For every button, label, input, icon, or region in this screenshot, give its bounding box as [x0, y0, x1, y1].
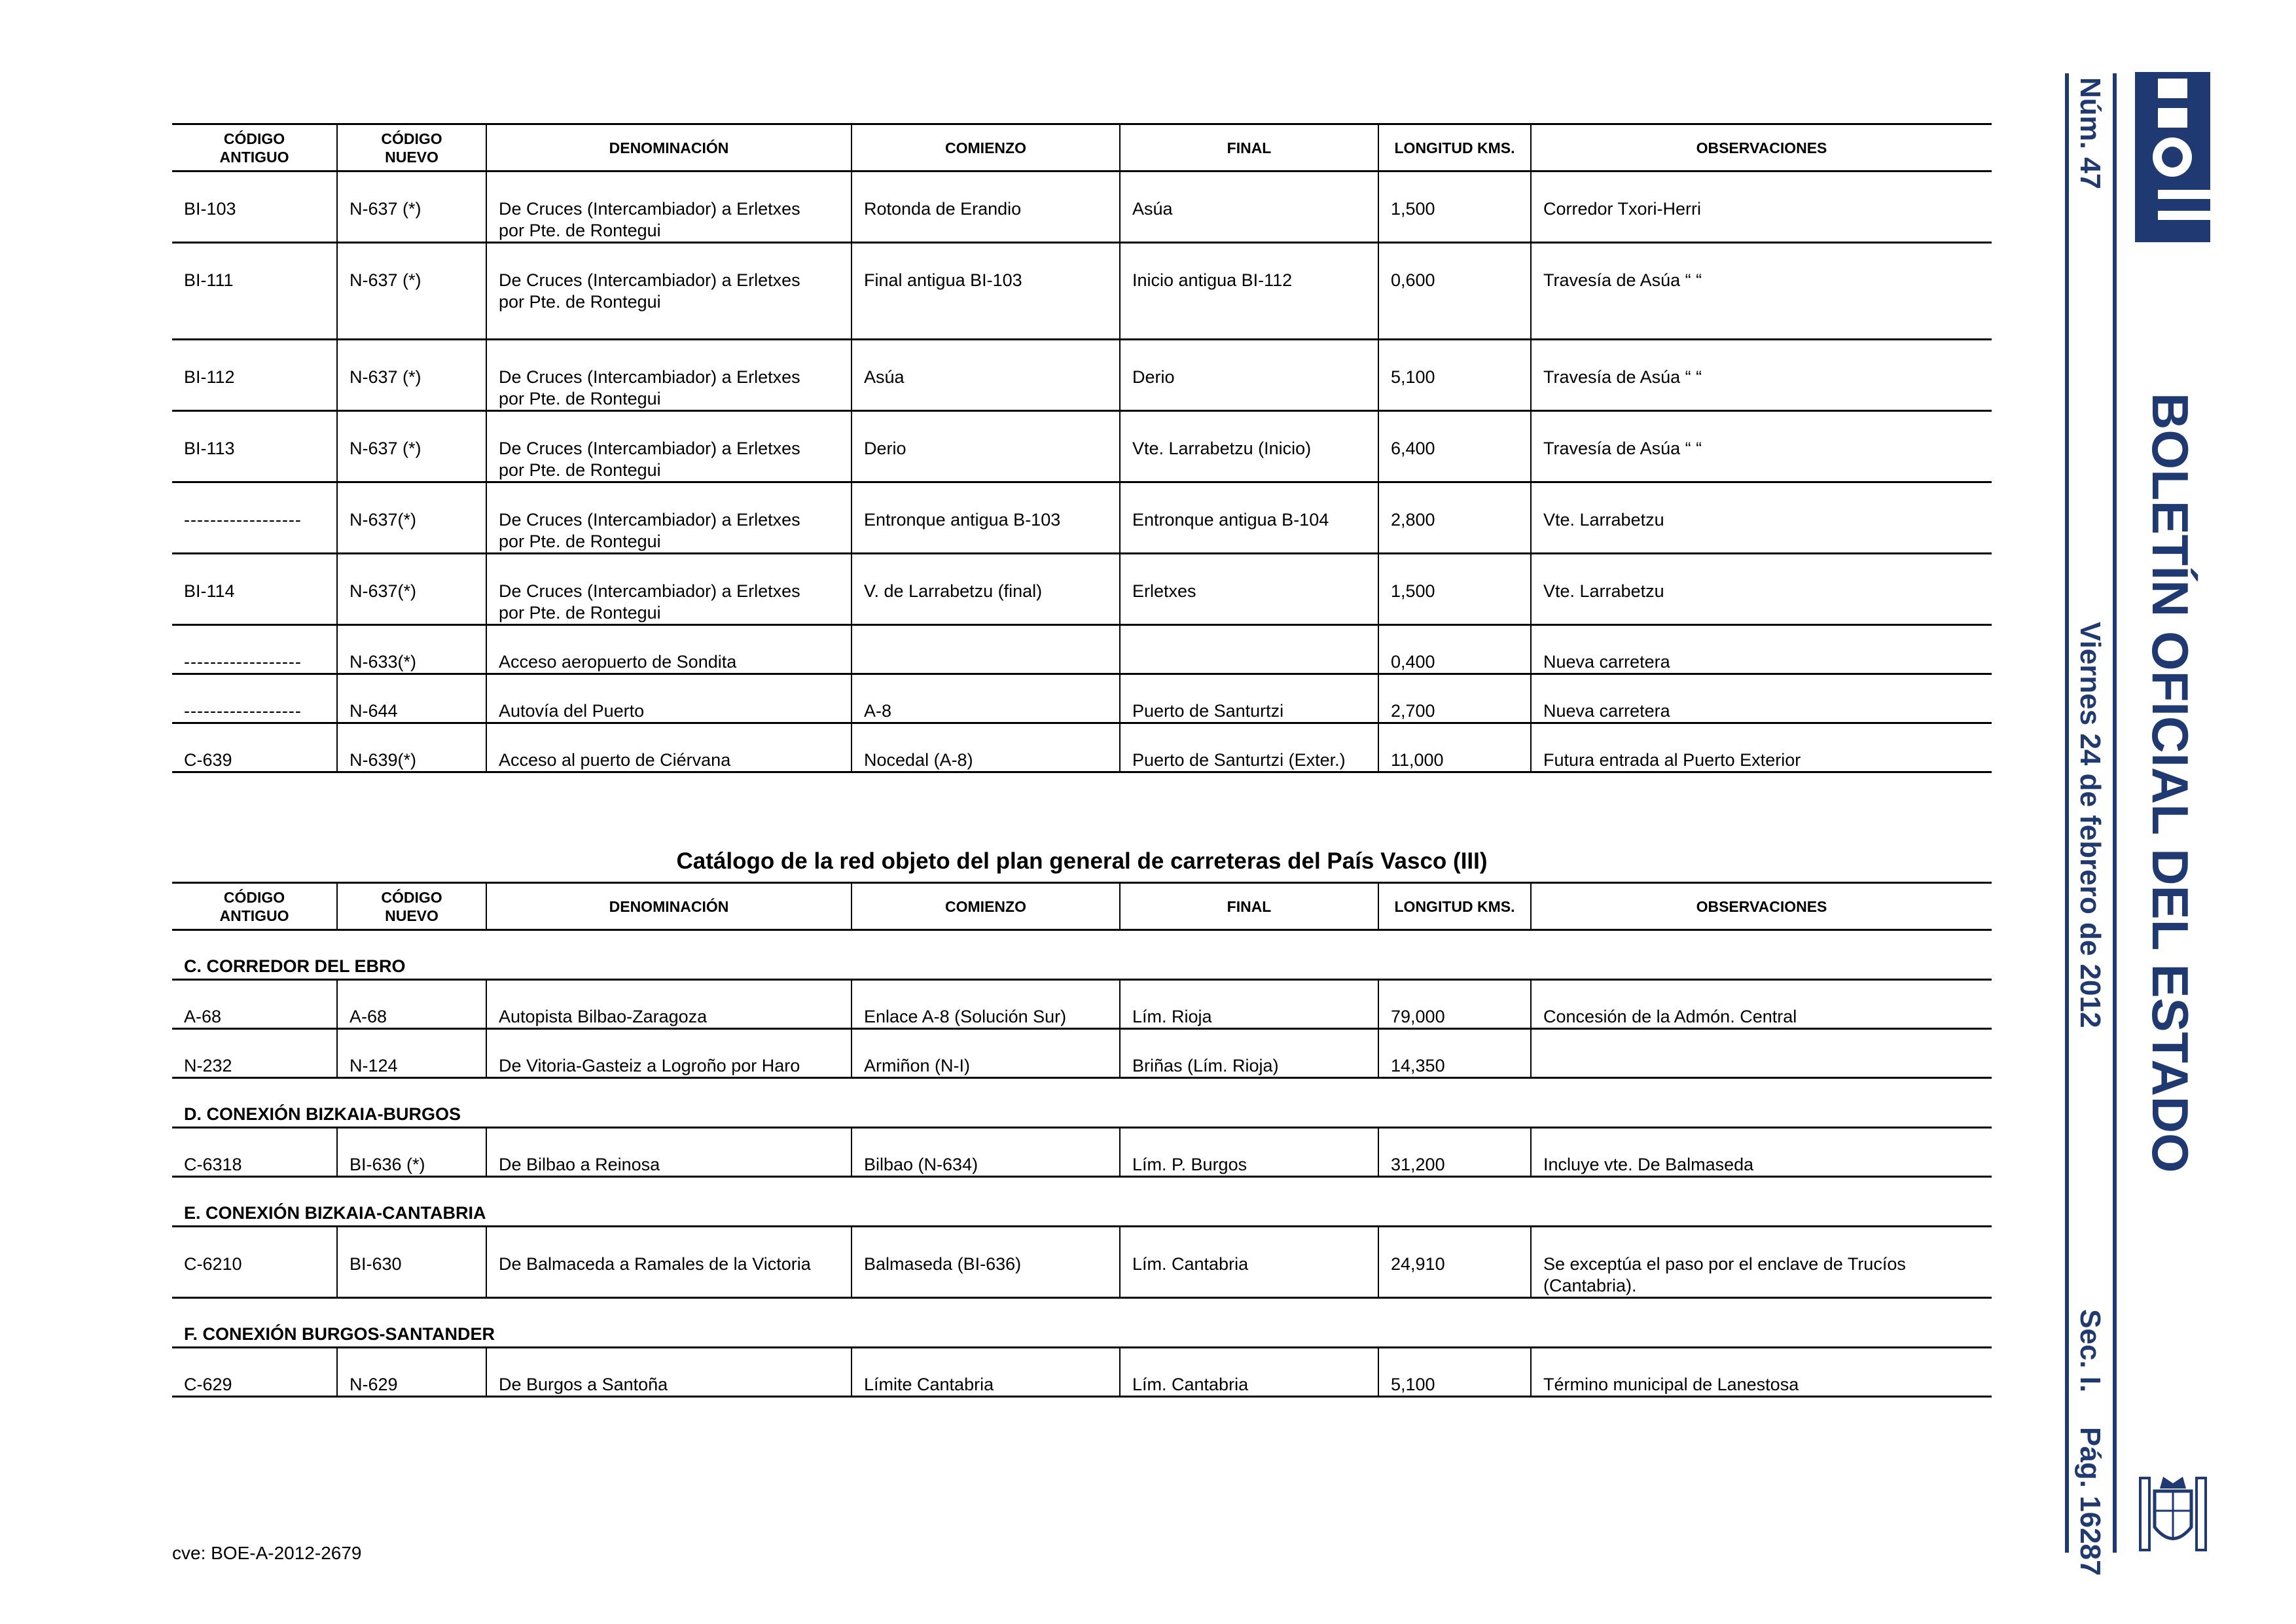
boe-logo: [2135, 72, 2210, 242]
col-denominacion: DENOMINACIÓN: [486, 124, 852, 171]
table-header: [172, 883, 1992, 930]
table-header: [172, 124, 1992, 171]
col-longitud: LONGITUD KMS.: [1378, 124, 1531, 171]
section-heading: F. CONEXIÓN BURGOS-SANTANDER: [172, 1298, 1992, 1348]
table-row: BI-113 N-637 (*) De Cruces (Intercambiador) a Erletxes por Pte. de Rontegui Derio Vte. Larrabetzu (Inicio) 6,400 Travesía de Asúa “ “: [172, 411, 1992, 482]
col-longitud: LONGITUD KMS.: [1378, 883, 1531, 930]
table-row: BI-103 N-637 (*) De Cruces (Intercambiador) a Erletxes por Pte. de Rontegui Rotonda de Erandio Asúa 1,500 Corredor Txori-Herri: [172, 171, 1992, 243]
table-row: C-639 N-639(*) Acceso al puerto de Ciérvana Nocedal (A-8) Puerto de Santurtzi (Exter.) 11,000 Futura entrada al Puerto Exterior: [172, 723, 1992, 772]
section-heading: E. CONEXIÓN BIZKAIA-CANTABRIA: [172, 1177, 1992, 1227]
col-observaciones: OBSERVACIONES: [1531, 124, 1992, 171]
banner-rule-right: [2113, 73, 2117, 1553]
col-comienzo: COMIENZO: [852, 124, 1120, 171]
col-final: FINAL: [1120, 883, 1378, 930]
cve-footer: cve: BOE-A-2012-2679: [172, 1543, 362, 1563]
roads-table-1: [172, 123, 1992, 773]
table-row: ------------------ N-633(*) Acceso aeropuerto de Sondita 0,400 Nueva carretera: [172, 625, 1992, 674]
table-row: N-232 N-124 De Vitoria-Gasteiz a Logroño por Haro Armiñon (N-I) Briñas (Lím. Rioja) 14,350: [172, 1029, 1992, 1078]
col-codigo-nuevo: CÓDIGO NUEVO: [337, 124, 486, 171]
table-row: ------------------ N-637(*) De Cruces (Intercambiador) a Erletxes por Pte. de Rontegui Entronque antigua B-103 Entronque antigua B-104 2,800 Vte. Larrabetzu: [172, 482, 1992, 554]
col-codigo-antiguo: CÓDIGO ANTIGUO: [172, 124, 337, 171]
col-comienzo: COMIENZO: [852, 883, 1120, 930]
col-codigo-nuevo: CÓDIGO NUEVO: [337, 883, 486, 930]
col-observaciones: OBSERVACIONES: [1531, 883, 1992, 930]
coat-of-arms-icon: [2134, 1465, 2212, 1557]
table-row: C-6210 BI-630 De Balmaceda a Ramales de la Victoria Balmaseda (BI-636) Lím. Cantabria 24,910 Se exceptúa el paso por el enclave de Trucíos (Cantabria).: [172, 1227, 1992, 1298]
table-row: BI-114 N-637(*) De Cruces (Intercambiador) a Erletxes por Pte. de Rontegui V. de Larrabetzu (final) Erletxes 1,500 Vte. Larrabetzu: [172, 554, 1992, 625]
catalog-title: Catálogo de la red objeto del plan general de carreteras del País Vasco (III): [676, 848, 1488, 874]
publication-date: Viernes 24 de febrero de 2012: [2074, 622, 2106, 1028]
banner-rule-left: [2065, 73, 2069, 1553]
table-row: C-6318 BI-636 (*) De Bilbao a Reinosa Bilbao (N-634) Lím. P. Burgos 31,200 Incluye vte. De Balmaseda: [172, 1128, 1992, 1177]
journal-title: BOLETÍN OFICIAL DEL ESTADO: [2142, 393, 2199, 1173]
col-final: FINAL: [1120, 124, 1378, 171]
section-heading: D. CONEXIÓN BIZKAIA-BURGOS: [172, 1078, 1992, 1128]
section-label: Sec. I.: [2074, 1309, 2106, 1393]
page-number: Pág. 16287: [2074, 1427, 2106, 1576]
table-row: BI-111 N-637 (*) De Cruces (Intercambiador) a Erletxes por Pte. de Rontegui Final antigua BI-103 Inicio antigua BI-112 0,600 Travesía de Asúa “ “: [172, 243, 1992, 340]
roads-table-2: [172, 882, 1992, 1398]
col-denominacion: DENOMINACIÓN: [486, 883, 852, 930]
table-row: ------------------ N-644 Autovía del Puerto A-8 Puerto de Santurtzi 2,700 Nueva carretera: [172, 674, 1992, 723]
table-row: C-629 N-629 De Burgos a Santoña Límite Cantabria Lím. Cantabria 5,100 Término municipal de Lanestosa: [172, 1348, 1992, 1397]
section-heading: C. CORREDOR DEL EBRO: [172, 930, 1992, 980]
table-row: BI-112 N-637 (*) De Cruces (Intercambiador) a Erletxes por Pte. de Rontegui Asúa Derio 5,100 Travesía de Asúa “ “: [172, 340, 1992, 411]
table-row: A-68 A-68 Autopista Bilbao-Zaragoza Enlace A-8 (Solución Sur) Lím. Rioja 79,000 Concesión de la Admón. Central: [172, 980, 1992, 1029]
col-codigo-antiguo: CÓDIGO ANTIGUO: [172, 883, 337, 930]
issue-number: Núm. 47: [2074, 77, 2106, 190]
